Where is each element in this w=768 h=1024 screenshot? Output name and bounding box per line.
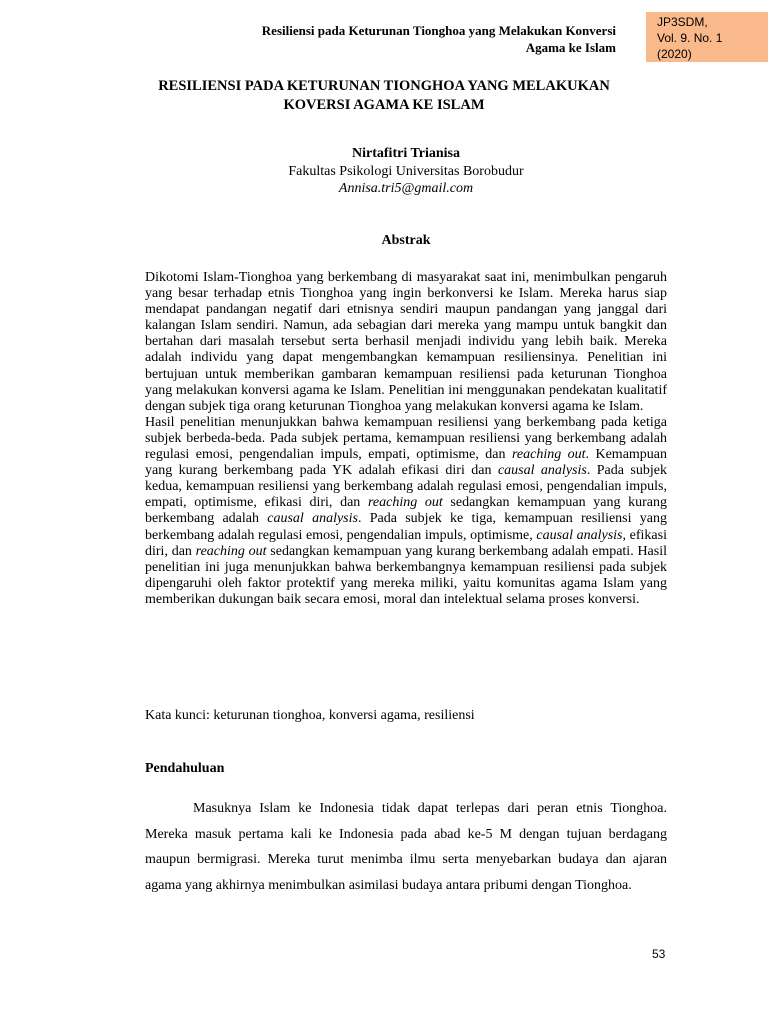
abstract-italic-term: reaching out <box>367 495 443 511</box>
paper-title-line-2: KOVERSI AGAMA KE ISLAM <box>283 97 485 113</box>
abstract-italic-term: reaching out <box>195 543 267 559</box>
section-heading-pendahuluan: Pendahuluan <box>145 761 225 776</box>
abstract-body <box>145 270 667 608</box>
abstract-italic-term: causal analysis <box>267 511 358 527</box>
abstract-paragraph-2 <box>145 415 667 608</box>
paper-title <box>120 77 648 115</box>
author-name: Nirtafitri Trianisa <box>352 146 460 161</box>
journal-badge <box>646 12 768 62</box>
abstract-text: sedangkan kemampuan yang kurang berkembang adalah <box>145 495 667 527</box>
abstract-text: Hasil penelitian menunjukkan bahwa kemampuan resiliensi yang berkembang pada ketiga subjek berbeda-beda. Pada subjek pertama, kemampuan resiliensi yang berkembang adalah regulasi emosi, pengendalian impuls, empati, optimisme, dan <box>145 414 667 463</box>
running-header <box>150 22 616 56</box>
abstract-text: , efikasi diri, dan <box>145 527 667 559</box>
abstract-heading: Abstrak <box>381 233 431 248</box>
introduction-paragraph: Masuknya Islam ke Indonesia tidak dapat terlepas dari peran etnis Tionghoa. Mereka masuk pertama kali ke Indonesia pada abad ke-5 M dengan tujuan berdagang maupun bermigrasi. Mereka turut menimba ilmu serta menyebarkan budaya dan ajaran agama yang akhirnya menimbulkan asimilasi budaya antara pribumi dengan Tionghoa. <box>145 801 667 893</box>
running-header-line-1: Resiliensi pada Keturunan Tionghoa yang Melakukan Konversi <box>261 23 616 38</box>
abstract-italic-term: reaching out <box>511 447 586 463</box>
abstract-text: sedangkan kemampuan yang kurang berkembang adalah empati. Hasil penelitian ini juga menunjukkan bahwa berkembangnya kemampuan resiliensi pada subjek dipengaruhi oleh faktor protektif yang mereka miliki, yaitu komunitas agama Islam yang memberikan dukungan baik secara emosi, moral dan intelektual selama proses konversi. <box>145 543 667 607</box>
abstract-text: . Kemampuan yang kurang berkembang pada YK adalah efikasi diri dan <box>145 447 668 479</box>
abstract-italic-term: causal analysis <box>536 527 623 543</box>
abstract-italic-term: causal analysis <box>497 463 587 479</box>
journal-badge-line-3: (2020) <box>657 47 692 61</box>
author-email: Annisa.tri5@gmail.com <box>338 181 474 196</box>
journal-badge-line-1: JP3SDM, <box>657 15 708 29</box>
author-affiliation: Fakultas Psikologi Universitas Borobudur <box>288 164 524 179</box>
paper-title-line-1: RESILIENSI PADA KETURUNAN TIONGHOA YANG MELAKUKAN <box>158 78 610 94</box>
abstract-text: . Pada subjek ke tiga, kemampuan resiliensi yang berkembang adalah regulasi emosi, pengendalian impuls, optimisme, <box>145 511 667 543</box>
running-header-line-2: Agama ke Islam <box>525 40 616 55</box>
abstract-paragraph-1: Dikotomi Islam-Tionghoa yang berkembang di masyarakat saat ini, menimbulkan pengaruh yang besar terhadap etnis Tionghoa yang ingin berkonversi ke Islam. Mereka harus siap mendapat pandangan negatif dari etnisnya sendiri maupun pandangan yang janggal dari kalangan Islam sendiri. Namun, ada sebagian dari mereka yang mampu untuk bangkit dan bertahan dari masalah tersebut serta berhasil menjadi individu yang lebih baik. Mereka adalah individu yang dapat mengembangkan kemampuan resiliensinya. Penelitian ini bertujuan untuk memberikan gambaran kemampuan resiliensi pada keturunan Tionghoa yang melakukan konversi agama ke Islam. Penelitian ini menggunakan pendekatan kualitatif dengan subjek tiga orang keturunan Tionghoa yang melakukan konversi agama ke Islam. <box>145 270 667 414</box>
keywords: Kata kunci: keturunan tionghoa, konversi agama, resiliensi <box>145 708 475 723</box>
journal-badge-line-2: Vol. 9. No. 1 <box>657 31 723 45</box>
page-number: 53 <box>652 947 666 961</box>
abstract-text: . Pada subjek kedua, kemampuan resiliensi yang berkembang adalah regulasi emosi, pengendalian impuls, empati, optimisme, efikasi diri, dan <box>145 463 667 511</box>
